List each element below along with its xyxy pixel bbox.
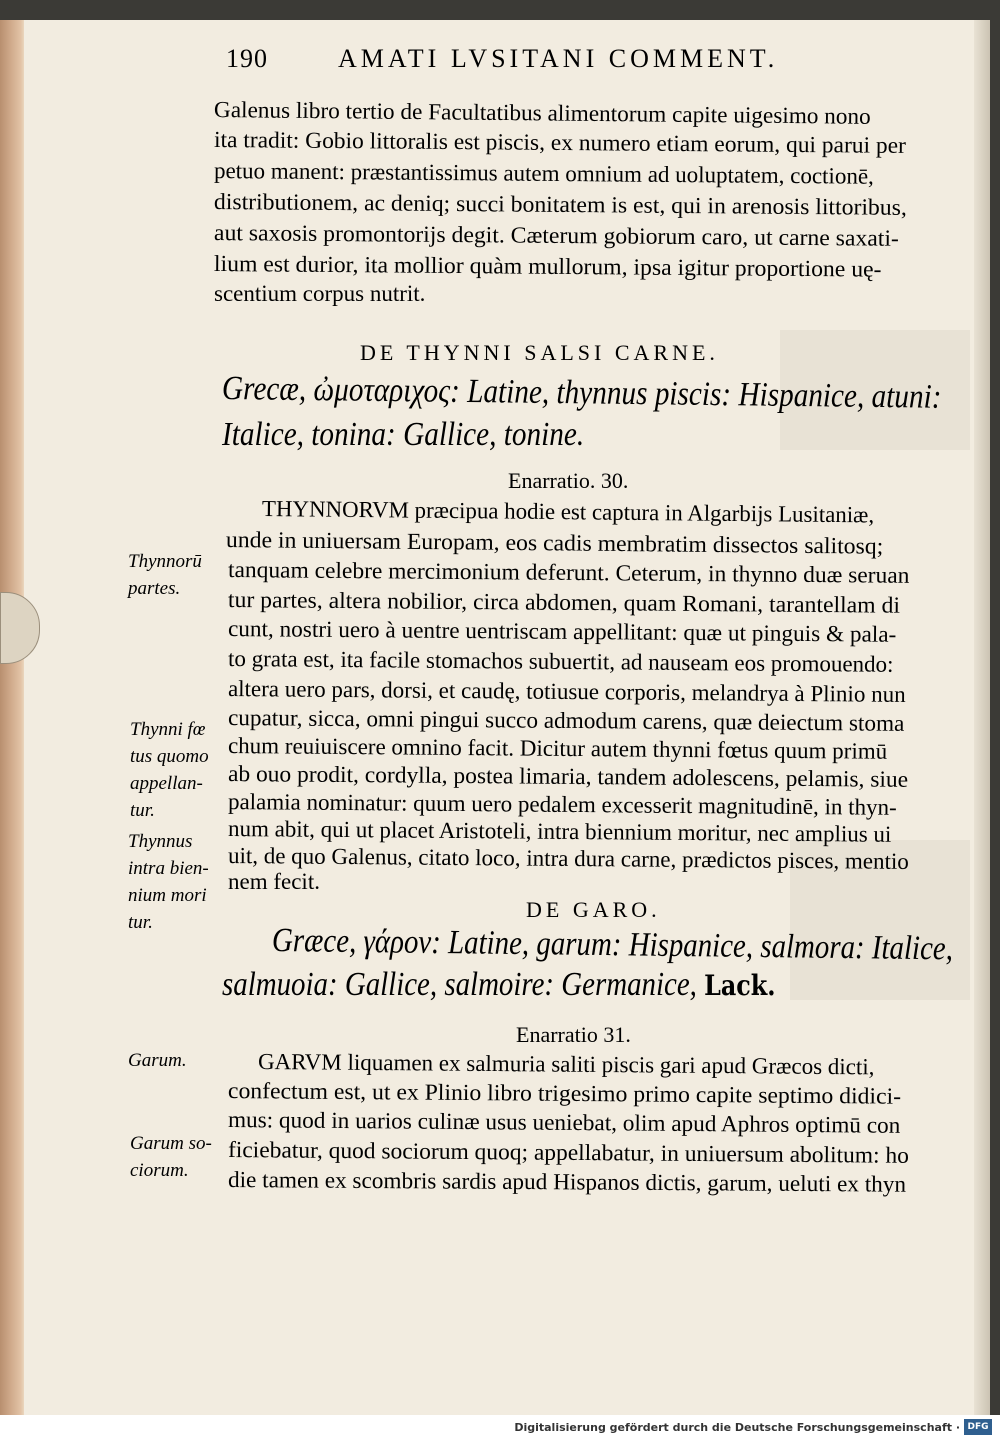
text-line: distributionem, ac deniq; succi bonitatem is est, qui in arenosis littoribus, xyxy=(213,189,907,220)
margin-note-line: Garum. xyxy=(128,1050,187,1071)
margin-note-line: nium mori xyxy=(128,885,207,906)
text-line: petuo manent: præstantissimus autem omnium ad uoluptatem, coctionē, xyxy=(213,158,874,189)
margin-note xyxy=(128,548,202,602)
names-line-text: salmuoia: Gallice, salmoire: Germanice, xyxy=(222,966,697,1003)
names-line: Italice, tonina: Gallice, tonine. xyxy=(222,416,585,453)
text-line: ficiebatur, quod sociorum quoq; appellabatur, in uniuersum abolitum: ho xyxy=(227,1137,910,1168)
text-line: aut saxosis promontorijs degit. Cæterum gobiorum caro, ut carne saxati- xyxy=(213,220,899,251)
text-line: ita tradit: Gobio littoralis est piscis, ex numero etiam eorum, qui parui per xyxy=(213,127,906,158)
margin-note-line: Thynni fœ xyxy=(130,719,206,740)
book-edge xyxy=(0,20,26,1415)
margin-note xyxy=(130,716,209,824)
margin-note-line: partes. xyxy=(128,578,181,599)
text-line: die tamen ex scombris sardis apud Hispanos dictis, garum, ueluti ex thyn xyxy=(227,1167,907,1197)
section-title-thynni: DE THYNNI SALSI CARNE. xyxy=(360,340,719,365)
margin-note-line: intra bien- xyxy=(128,858,209,879)
text-line: num abit, qui ut placet Aristoteli, intra biennium moritur, nec amplius ui xyxy=(227,816,892,847)
text-line: cunt, nostri uero à uentre uentriscam appellitant: quæ ut pinguis & pala- xyxy=(227,616,897,647)
text-line: to grata est, ita facile stomachos subuertit, ad nauseam eos promouendo: xyxy=(227,646,894,677)
running-header xyxy=(226,44,926,74)
german-word: Lack. xyxy=(704,969,776,1002)
names-line: Græce, γάρον: Latine, garum: Hispanice, salmora: Italice, xyxy=(271,922,954,968)
digitization-credit: Digitalisierung gefördert durch die Deutsche Forschungsgemeinschaft · xyxy=(514,1421,960,1434)
text-line: GARVM liquamen ex salmuria saliti piscis gari apud Græcos dicti, xyxy=(257,1049,875,1080)
page-right-edge xyxy=(974,20,990,1415)
running-title: AMATI LVSITANI COMMENT. xyxy=(338,44,779,73)
margin-note xyxy=(128,1047,187,1074)
margin-note-line: Thynnorū xyxy=(128,551,202,572)
text-line: THYNNORVM præcipua hodie est captura in Algarbijs Lusitaniæ, xyxy=(261,496,875,528)
text-line: ab ouo prodit, cordylla, postea limaria, tandem adolescens, pelamis, siue xyxy=(227,761,909,792)
margin-note xyxy=(130,1130,212,1184)
text-line: uit, de quo Galenus, citato loco, intra dura carne, prædictos pisces, mentio xyxy=(227,843,909,874)
text-line: altera uero pars, dorsi, et caudę, totiusue corporis, melandrya à Plinio nun xyxy=(227,676,906,707)
section-title-garo: DE GARO. xyxy=(526,897,661,922)
margin-note-line: tus quomo xyxy=(130,746,209,767)
text-line: confectum est, ut ex Plinio libro trigesimo primo capite septimo didici- xyxy=(227,1078,902,1109)
text-line: unde in uniuersam Europam, eos cadis membratim dissectos salitosq; xyxy=(225,527,884,559)
text-line: Galenus libro tertio de Facultatibus alimentorum capite uigesimo nono xyxy=(213,97,871,129)
margin-note-line: Thynnus xyxy=(128,831,193,852)
margin-note-line: ciorum. xyxy=(130,1160,189,1181)
text-line: tanquam celebre mercimonium deferunt. Ceterum, in thynno duæ seruan xyxy=(227,557,910,588)
margin-note-line: tur. xyxy=(130,800,155,821)
text-line: lium est durior, ita mollior quàm mullorum, ipsa igitur proportione uę- xyxy=(213,251,882,282)
enarratio-heading: Enarratio 31. xyxy=(516,1022,631,1047)
names-line xyxy=(222,966,776,1004)
margin-note-line: appellan- xyxy=(130,773,203,794)
page-number: 190 xyxy=(226,44,268,73)
margin-note-line: tur. xyxy=(128,912,153,933)
dfg-logo: DFG xyxy=(964,1419,992,1435)
text-line: nem fecit. xyxy=(228,869,320,894)
text-line: mus: quod in uarios culinæ usus ueniebat, olim apud Aphros optimū con xyxy=(227,1107,901,1138)
text-line: scentium corpus nutrit. xyxy=(214,281,426,306)
text-line: tur partes, altera nobilior, circa abdomen, quam Romani, tarantellam di xyxy=(227,587,901,618)
text-line: chum reuiuiscere omnino facit. Dicitur autem thynni fœtus quum primū xyxy=(227,733,888,764)
margin-note xyxy=(128,828,209,936)
enarratio-heading: Enarratio. 30. xyxy=(508,468,629,493)
names-line: Grecæ, ὠμοταριχος: Latine, thynnus piscis: Hispanice, atuni: xyxy=(221,370,942,416)
margin-note-line: Garum so- xyxy=(130,1133,212,1154)
text-line: palamia nominatur: quum uero pedalem excesserit magnitudinē, in thyn- xyxy=(227,789,897,820)
text-line: cupatur, sicca, omni pingui succo admodum carens, quæ deiectum stoma xyxy=(227,705,905,736)
